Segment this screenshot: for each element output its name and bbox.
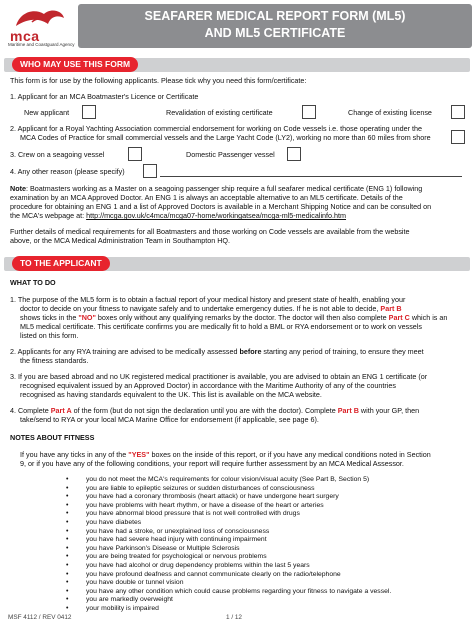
condition-item: you have profound deafness and cannot communicate clearly on the radio/telephone	[86, 570, 341, 578]
condition-item: you have Parkinson's Disease or Multiple Sclerosis	[86, 544, 240, 552]
page-title	[78, 8, 472, 42]
notes-line-1b: boxes on the inside of this report, or if you have any medical conditions noted in Section	[149, 450, 431, 459]
note-label: Note	[10, 184, 26, 193]
seagoing-crew-checkbox[interactable]	[128, 147, 142, 161]
condition-item: you are being treated for psychological or nervous problems	[86, 553, 267, 561]
para-4-line-1	[10, 406, 464, 415]
condition-item: you have any other condition which could cause problems regarding your fitness to navigate a vessel.	[86, 587, 392, 595]
para-1-line-2	[20, 304, 464, 313]
bullet-icon: •	[66, 519, 69, 526]
condition-item: you have abnormal blood pressure that is not well controlled with drugs	[86, 510, 300, 518]
condition-item: you are liable to epileptic seizures or sudden disturbances of consciousness	[86, 484, 315, 492]
para-4-line-2: take/send to RYA or your local MCA Marine Office for endorsement (if applicable, see page 6).	[20, 415, 319, 424]
para-1-line-3	[20, 313, 464, 322]
bullet-icon: •	[66, 596, 69, 604]
bullet-icon: •	[66, 493, 69, 501]
para-4-line-1c: with your GP, then	[358, 406, 420, 415]
condition-item: you have problems with heart rhythm, or have a disease of the heart or arteries	[86, 501, 324, 509]
part-b-ref-2: Part B	[337, 406, 359, 415]
condition-item: you have had a stroke, or unexplained loss of consciousness	[86, 527, 270, 535]
notes-line-1a: If you have any ticks in any of the	[20, 450, 129, 459]
no-ref: "NO"	[78, 313, 96, 322]
para-4-line-1b: of the form (but do not sign the declaration until you are with the doctor). Complete	[71, 406, 338, 415]
bullet-icon: •	[66, 476, 69, 483]
bullet-icon: •	[66, 562, 69, 569]
bullet-icon: •	[66, 536, 69, 544]
section-heading-applicant: TO THE APPLICANT	[12, 256, 110, 271]
bullet-icon: •	[66, 510, 69, 518]
note-line-4	[10, 211, 464, 220]
para-1-line-2-text: doctor to decide on your fitness to navigate safely and to undertake emergency duties. If he is not able to decide,	[20, 304, 381, 313]
form-reference: MSF 4112 / REV 0412	[8, 614, 72, 621]
para-3-line-3: recognised as having standards equivalent to the UK. This list is available on the MCA website.	[20, 390, 322, 399]
item-4-text: 4. Any other reason (please specify)	[10, 167, 125, 176]
rya-endorsement-checkbox[interactable]	[451, 130, 465, 144]
section-heading-who: WHO MAY USE THIS FORM	[12, 57, 138, 72]
notes-heading: NOTES ABOUT FITNESS	[10, 433, 95, 442]
bullet-icon: •	[66, 527, 69, 535]
para-1-line-4: ML5 medical certificate. This certificate confirms you are medically fit to hold a BML or RYA endorsement or to work on vessels	[20, 322, 422, 331]
para-1-line-3a: shows ticks in the	[20, 313, 79, 322]
bullet-icon: •	[66, 501, 69, 509]
para-1-line-3b: boxes only without any qualifying remarks by the doctor. The doctor will then also complete	[95, 313, 389, 322]
part-b-ref: Part B	[380, 304, 402, 313]
condition-item: your mobility is impaired	[86, 605, 159, 612]
before-emphasis: before	[239, 347, 262, 356]
option-new-label: New applicant	[24, 108, 70, 117]
condition-item: you have had a coronary thrombosis (heart attack) or have undergone heart surgery	[86, 493, 339, 501]
bullet-icon: •	[66, 570, 69, 578]
new-applicant-checkbox[interactable]	[82, 105, 96, 119]
para-1-line-5: listed on this form.	[20, 331, 79, 340]
note-line-3: procedure for obtaining an ENG 1 and a list of Approved Doctors is available in a Merchant Shipping Notice and can be consulted on	[10, 202, 432, 211]
bullet-icon: •	[66, 579, 69, 587]
para-1-line-3c: which is an	[409, 313, 448, 322]
mca-webpage-link[interactable]: http://mcga.gov.uk/c4mca/mcga07-home/workingatsea/mcga-ml5-medicalinfo.htm	[86, 211, 347, 220]
intro-text: This form is for use by the following applicants. Please tick why you need this form/certificate:	[10, 76, 307, 85]
item-3-text: 3. Crew on a seagoing vessel	[10, 150, 105, 159]
domestic-passenger-checkbox[interactable]	[287, 147, 301, 161]
change-license-checkbox[interactable]	[451, 105, 465, 119]
logo-text: mca	[10, 28, 40, 44]
revalidation-checkbox[interactable]	[302, 105, 316, 119]
para-4-line-1a: 4. Complete	[10, 406, 51, 415]
condition-item: you have double or tunnel vision	[86, 579, 184, 587]
condition-item: you have diabetes	[86, 519, 142, 526]
condition-item: you have had severe head injury with continuing impairment	[86, 536, 267, 544]
notes-line-2: 9, or if you have any of the following conditions, your report will require further assessment by an MCA Medical Assessor.	[20, 459, 404, 468]
item-2-line-2: MCA Codes of Practice for small commercial vessels and the Large Yacht Code (LY2), working no more than 60 miles from shore	[20, 133, 431, 142]
para-3-line-1: 3. If you are based abroad and no UK registered medical practitioner is available, you are advised to obtain an ENG 1 certificate (or	[10, 372, 428, 381]
title-line-2: AND ML5 CERTIFICATE	[204, 26, 346, 40]
para-2-line-1b: starting any period of training, to ensure they meet	[261, 347, 424, 356]
item-2-line-1: 2. Applicant for a Royal Yachting Association commercial endorsement for working on Code vessels i.e. those operating under the	[10, 124, 423, 133]
para-2-line-1	[10, 347, 464, 356]
item-1-text: 1. Applicant for an MCA Boatmaster's Licence or Certificate	[10, 92, 199, 101]
note-text-4: the MCA's webpage at:	[10, 211, 87, 220]
option-revalidation-label: Revalidation of existing certificate	[166, 108, 273, 117]
bullet-icon: •	[66, 553, 69, 561]
part-a-ref: Part A	[50, 406, 72, 415]
bullet-icon: •	[66, 605, 69, 612]
para-2-line-2: the fitness standards.	[20, 356, 89, 365]
other-reason-checkbox[interactable]	[143, 164, 157, 178]
bullet-icon: •	[66, 544, 69, 552]
logo-subtitle: Maritime and Coastguard Agency	[8, 42, 75, 47]
further-line-2: above, or the MCA Medical Administration Team in Southampton HQ.	[10, 236, 230, 245]
para-2-line-1a: 2. Applicants for any RYA training are advised to be medically assessed	[10, 347, 240, 356]
further-line-1: Further details of medical requirements for all Boatmasters and those working on Code vessels are available from the website	[10, 227, 410, 236]
yes-ref: "YES"	[128, 450, 150, 459]
condition-item: you are markedly overweight	[86, 596, 173, 604]
bullet-icon: •	[66, 587, 69, 595]
other-reason-field[interactable]	[160, 176, 462, 177]
notes-line-1	[20, 450, 464, 459]
para-1-line-1: 1. The purpose of the ML5 form is to obtain a factual report of your medical history and present state of health, enabling your	[10, 295, 406, 304]
bullet-icon: •	[66, 484, 69, 492]
page-number: 1 / 12	[226, 614, 242, 621]
note-line-1	[10, 184, 464, 193]
what-to-do-heading: WHAT TO DO	[10, 278, 56, 287]
condition-item: you have had alcohol or drug dependency problems within the last 5 years	[86, 562, 310, 569]
condition-item: you do not meet the MCA's requirements for colour vision/visual acuity (See Part B, Section 5)	[86, 476, 370, 483]
note-text-1: : Boatmasters working as a Master on a seagoing passenger ship require a full seafarer medical certificate (ENG 1) following	[25, 184, 423, 193]
option-change-label: Change of existing license	[348, 108, 432, 117]
note-line-2: examination by an MCA Approved Doctor. An ENG 1 is always an acceptable alternative to an ML5 certificate. Details of the	[10, 193, 403, 202]
title-line-1: SEAFARER MEDICAL REPORT FORM (ML5)	[144, 9, 406, 23]
para-3-line-2: recognised equivalent issued by an Approved Doctor) in accordance with the Maritime Authority of any of the countries	[20, 381, 396, 390]
item-3b-text: Domestic Passenger vessel	[186, 150, 275, 159]
part-c-ref: Part C	[388, 313, 410, 322]
